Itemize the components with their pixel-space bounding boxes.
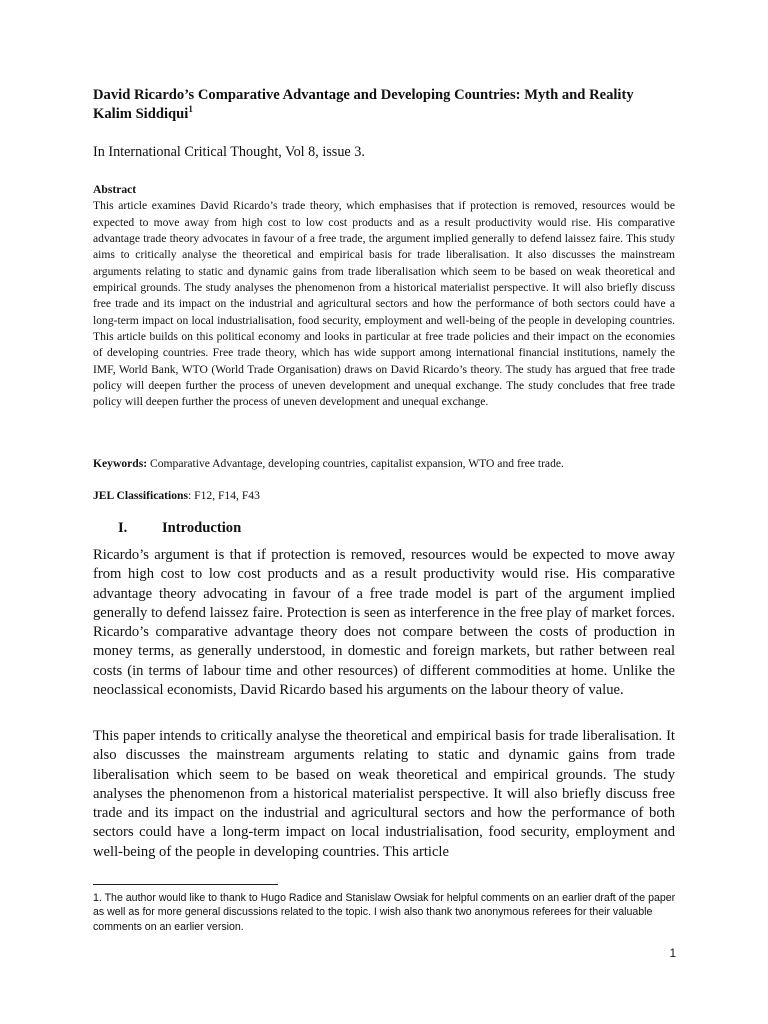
section-heading — [118, 520, 241, 537]
keywords-label: Keywords: — [93, 457, 148, 470]
abstract-heading: Abstract — [93, 183, 137, 196]
jel-label: JEL Classifications — [93, 489, 189, 502]
author-footnote-mark[interactable]: 1 — [188, 104, 193, 115]
abstract-text: This article examines David Ricardo’s trade theory, which emphasises that if protection is removed, resources would be expected to move away from high cost to low cost products and as a result productivity would rise. His comparative advantage trade theory advocates in favour of a free trade, the argument implied generally to defend laissez faire. This study aims to critically analyse the theoretical and empirical basis for trade liberalisation. It also discusses the mainstream arguments relating to static and dynamic gains from trade liberalisation which seem to be based on weak theoretical and empirical grounds. The study analyses the phenomenon from a historical materialist perspective. It will also briefly discuss free trade and its impact on the industrial and agricultural sectors and how the performance of both sectors could have a long-term impact on local industrialisation, food security, employment and well-being of the people in developing countries. This article builds on this political economy and looks in particular at free trade policies and their impact on the economies of developing countries. Free trade theory, which has wide support among international financial institutions, namely the IMF, World Bank, WTO (World Trade Organisation) draws on David Ricardo’s theory. The study has argued that free trade policy will deepen further the process of uneven development and unequal exchange. The study concludes that free trade policy will deepen further the process of uneven development and unequal exchange. — [93, 199, 675, 409]
section-title: Introduction — [162, 520, 242, 536]
footnote: 1. The author would like to thank to Hugo Radice and Stanislaw Owsiak for helpful comments on an earlier draft of the paper as well as for more general discussions related to the topic. I wish also thank two anonymous referees for their valuable comments on an earlier version. — [93, 892, 676, 933]
journal-citation: In International Critical Thought, Vol 8, issue 3. — [93, 144, 365, 160]
jel-codes: : F12, F14, F43 — [188, 489, 260, 502]
body-paragraph-1: Ricardo’s argument is that if protection is removed, resources would be expected to move away from high cost to low cost products and as a result productivity would rise. His comparative advantage theory advocating in favour of a free trade model is part of the argument implied generally to defend laissez faire. Protection is seen as interference in the free play of market forces. Ricardo’s comparative advantage theory does not compare between the costs of production in money terms, as generally understood, in domestic and foreign markets, but rather between real costs (in terms of labour time and other resources) of different commodities at home. Unlike the neoclassical economists, David Ricardo based his arguments on the labour theory of value. — [93, 547, 675, 699]
footnote-divider — [93, 884, 278, 885]
title-block — [93, 86, 683, 124]
jel-classifications — [93, 488, 683, 504]
page-number: 1 — [669, 948, 676, 960]
abstract — [93, 182, 675, 411]
author-line — [93, 105, 683, 124]
section-number: I. — [118, 520, 128, 536]
keywords-text: Comparative Advantage, developing countries, capitalist expansion, WTO and free trade. — [147, 457, 564, 470]
author-name: Kalim Siddiqui — [93, 106, 189, 122]
paper-title: David Ricardo’s Comparative Advantage and Developing Countries: Myth and Reality — [93, 87, 634, 103]
keywords — [93, 456, 683, 472]
body-paragraph-2: This paper intends to critically analyse the theoretical and empirical basis for trade liberalisation. It also discusses the mainstream arguments relating to static and dynamic gains from trade liberalisation which seem to be based on weak theoretical and empirical grounds. The study analyses the phenomenon from a historical materialist perspective. It will also briefly discuss free trade and its impact on the industrial and agricultural sectors and how the performance of both sectors could have a long-term impact on local industrialisation, food security, employment and well-being of the people in developing countries. This article — [93, 728, 675, 860]
